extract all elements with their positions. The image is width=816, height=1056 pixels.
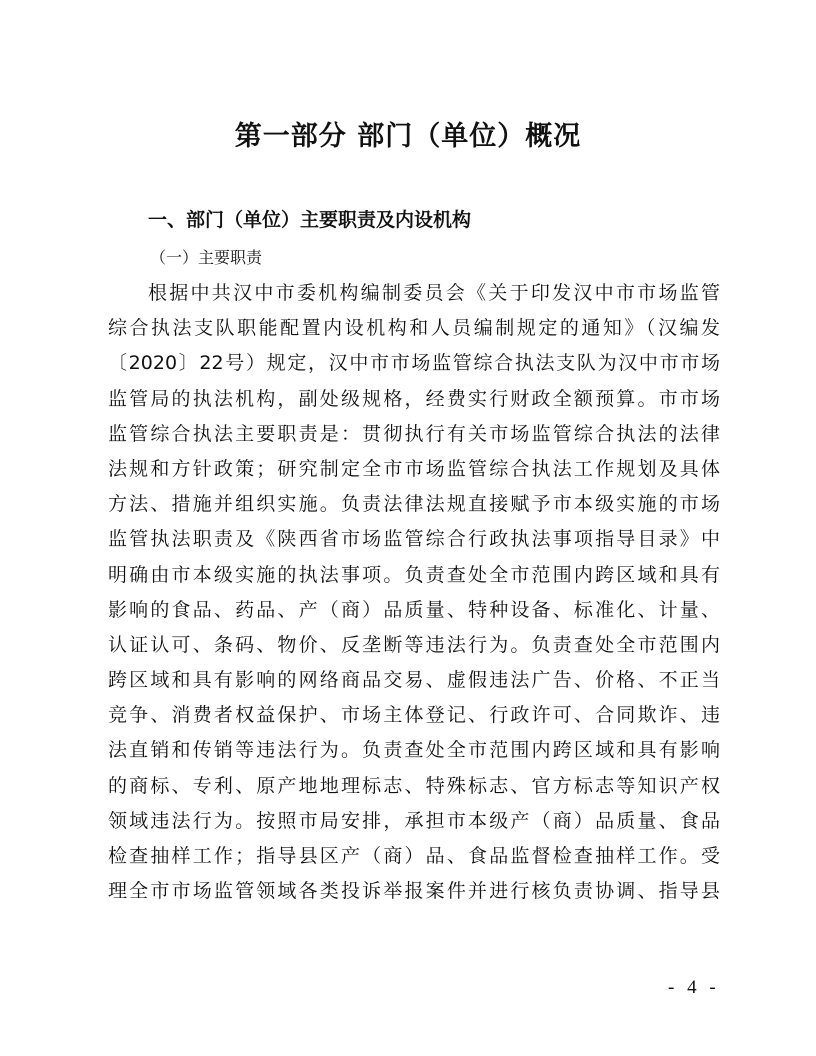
- body-line: 法规和方针政策；研究制定全市市场监管综合执法工作规划及具体: [108, 457, 720, 480]
- body-line: 竞争、消费者权益保护、市场主体登记、行政许可、合同欺诈、违: [108, 704, 720, 727]
- page-number: - 4 -: [668, 977, 720, 998]
- section-heading: 一、部门（单位）主要职责及内设机构: [148, 209, 472, 231]
- body-line: 明确由市本级实施的执法事项。负责查处全市范围内跨区域和具有: [108, 563, 720, 586]
- body-line: 根据中共汉中市委机构编制委员会《关于印发汉中市市场监管: [148, 282, 720, 304]
- body-line: 的商标、专利、原产地地理标志、特殊标志、官方标志等知识产权: [108, 774, 720, 797]
- body-line: 法直销和传销等违法行为。负责查处全市范围内跨区域和具有影响: [108, 739, 720, 762]
- body-line: 监管局的执法机构，副处级规格，经费实行财政全额预算。市市场: [108, 387, 720, 410]
- body-line: 影响的食品、药品、产（商）品质量、特种设备、标准化、计量、: [108, 598, 720, 621]
- body-paragraph: [108, 276, 720, 909]
- page-title: 第一部分 部门（单位）概况: [234, 121, 582, 152]
- body-line: 跨区域和具有影响的网络商品交易、虚假违法广告、价格、不正当: [108, 669, 720, 692]
- subsection-heading: （一）主要职责: [150, 248, 263, 267]
- body-line: 监管执法职责及《陕西省市场监管综合行政执法事项指导目录》中: [108, 528, 720, 551]
- body-line: 认证认可、条码、物价、反垄断等违法行为。负责查处全市范围内: [108, 633, 720, 656]
- body-line: 检查抽样工作；指导县区产（商）品、食品监督检查抽样工作。受: [108, 845, 720, 867]
- body-line: 综合执法支队职能配置内设机构和人员编制规定的通知》（汉编发: [108, 317, 720, 340]
- body-line: 领域违法行为。按照市局安排，承担市本级产（商）品质量、食品: [108, 809, 720, 832]
- body-line: 理全市市场监管领域各类投诉举报案件并进行核负责协调、指导县: [108, 880, 720, 903]
- body-line: 监管综合执法主要职责是：贯彻执行有关市场监管综合执法的法律: [108, 422, 720, 445]
- body-line: 方法、措施并组织实施。负责法律法规直接赋予市本级实施的市场: [108, 493, 720, 516]
- body-line: 〔2020〕22号）规定，汉中市市场监管综合执法支队为汉中市市场: [108, 352, 720, 375]
